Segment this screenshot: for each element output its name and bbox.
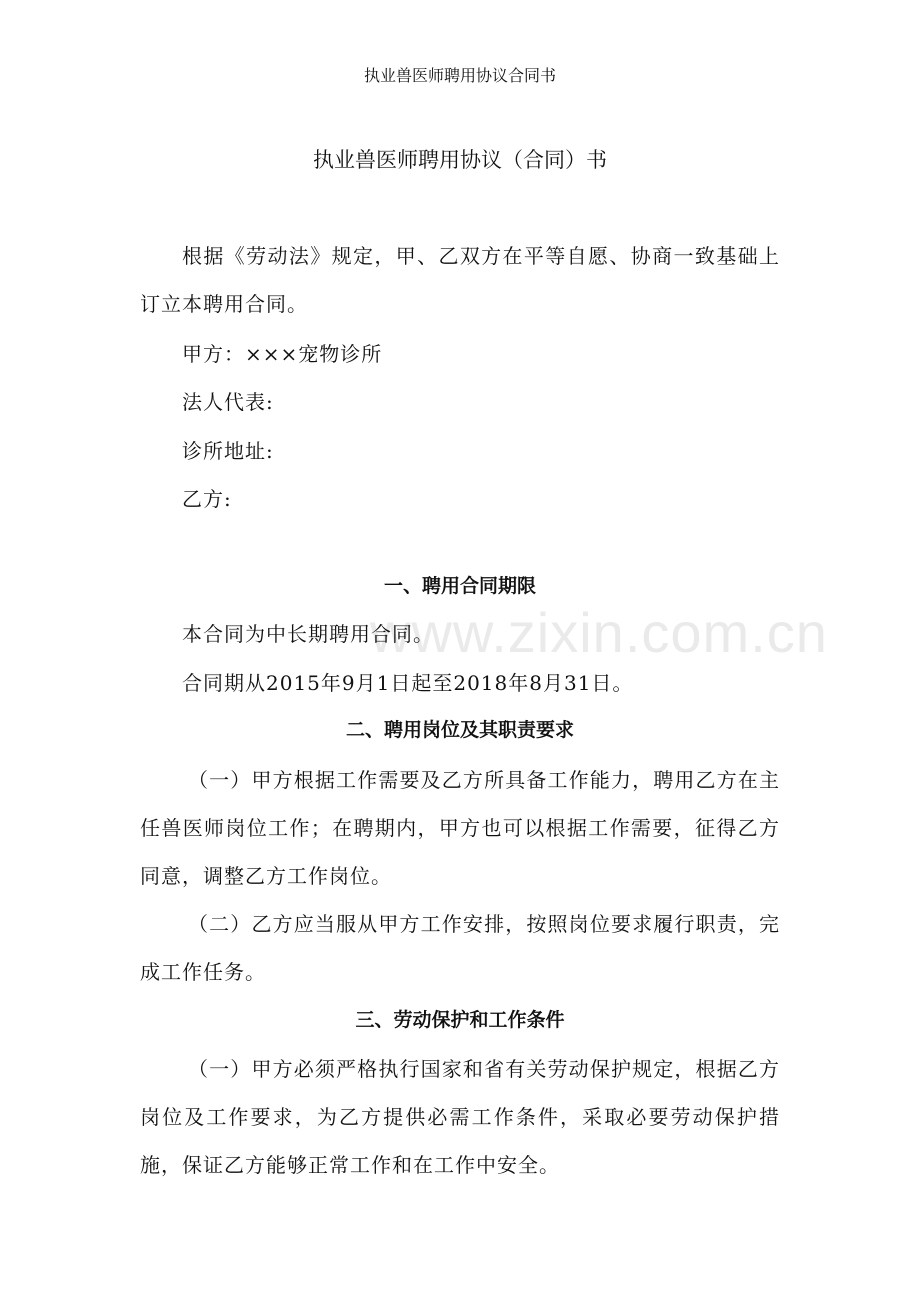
document-title: 执业兽医师聘用协议（合同）书 [313, 148, 607, 172]
running-header: 执业兽医师聘用协议合同书 [363, 66, 556, 85]
section-position-paragraph-1: （一）甲方根据工作需要及乙方所具备工作能力，聘用乙方在主任兽医师岗位工作；在聘期内，甲方也可以根据工作需要，征得乙方同意，调整乙方工作岗位。 [140, 768, 780, 888]
section-heading-term: 一、聘用合同期限 [383, 575, 536, 597]
section-heading-position: 二、聘用岗位及其职责要求 [345, 719, 574, 741]
section-heading-protection: 三、劳动保护和工作条件 [355, 1009, 565, 1031]
party-a-line: 甲方：×××宠物诊所 [182, 342, 383, 366]
intro-paragraph: 根据《劳动法》规定，甲、乙双方在平等自愿、协商一致基础上订立本聘用合同。 [140, 244, 780, 316]
section-term-paragraph-2: 合同期从2015年9月1日起至2018年8月31日。 [182, 671, 634, 695]
clinic-address-line: 诊所地址: [182, 439, 274, 463]
watermark: www.zixin.com.cn [370, 601, 828, 664]
legal-rep-line: 法人代表: [182, 390, 274, 414]
section-term-paragraph-1: 本合同为中长期聘用合同。 [182, 622, 434, 646]
section-protection-paragraph-1: （一）甲方必须严格执行国家和省有关劳动保护规定，根据乙方岗位及工作要求，为乙方提供必需工作条件，采取必要劳动保护措施，保证乙方能够正常工作和在工作中安全。 [140, 1057, 780, 1177]
party-b-line: 乙方: [182, 487, 232, 511]
section-position-paragraph-2: （二）乙方应当服从甲方工作安排，按照岗位要求履行职责，完成工作任务。 [140, 912, 780, 984]
